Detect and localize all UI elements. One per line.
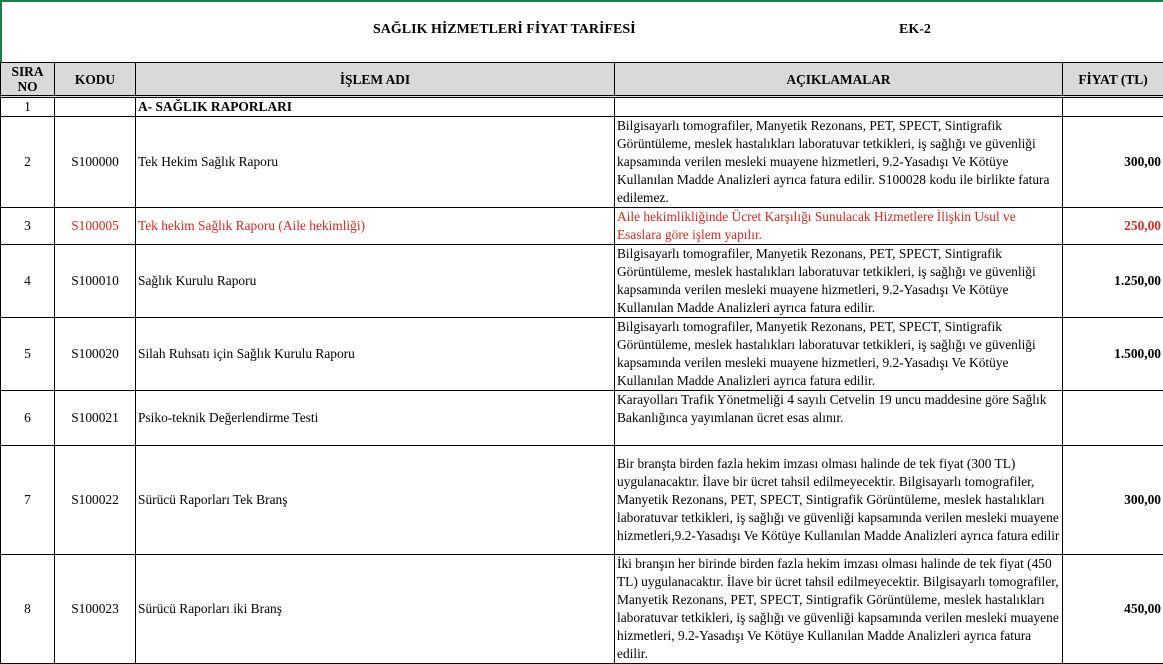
header-kodu[interactable]: KODU (55, 63, 136, 97)
cell-name[interactable]: Sürücü Raporları iki Branş (136, 555, 615, 664)
price-table (0, 62, 1163, 664)
cell-no[interactable]: 6 (1, 391, 55, 446)
cell-desc[interactable]: Bir branşta birden fazla hekim imzası olması halinde de tek fiyat (300 TL) uygulanacaktır. İlave bir ücret tahsil edilmeyecektir. Bilgisayarlı tomografiler, Manyetik Rezonans, PET, SPECT, Sintigrafik Görüntüleme, meslek hastalıkları laboratuvar tetkikleri, iş sağlığı ve güvenliği kapsamında verilen mesleki muayene hizmetleri,9.2-Yasadışı Ve Kötüye Kullanılan Madde Analizleri ayrıca fatura edilir (615, 446, 1063, 555)
cell-price[interactable]: 300,00 (1063, 117, 1163, 208)
cell-desc[interactable]: Karayolları Trafik Yönetmeliği 4 sayılı Cetvelin 19 uncu maddesine göre Sağlık Bakanlığınca yayımlanan ücret esas alınır. (615, 391, 1063, 446)
cell-price[interactable]: 300,00 (1063, 446, 1163, 555)
cell-price[interactable]: 1.250,00 (1063, 245, 1163, 318)
cell-code[interactable]: S100010 (55, 245, 136, 318)
cell-name[interactable]: Psiko-teknik Değerlendirme Testi (136, 391, 615, 446)
cell-desc[interactable]: Bilgisayarlı tomografiler, Manyetik Rezonans, PET, SPECT, Sintigrafik Görüntüleme, meslek hastalıkları laboratuvar tetkikleri, iş sağlığı ve güvenliği kapsamında verilen mesleki muayene hizmetleri, 9.2-Yasadışı Ve Kötüye Kullanılan Madde Analizleri ayrıca fatura edilir. (615, 245, 1063, 318)
cell-name[interactable]: A- SAĞLIK RAPORLARI (136, 97, 615, 117)
table-row (1, 97, 1163, 117)
document-title: SAĞLIK HİZMETLERİ FİYAT TARİFESİ (373, 22, 636, 38)
cell-desc[interactable]: İki branşın her birinde birden fazla hekim imzası olması halinde de tek fiyat (450 TL) uygulanacaktır. İlave bir ücret tahsil edilmeyecektir. Bilgisayarlı tomografiler, Manyetik Rezonans, PET, SPECT, Sintigrafik Görüntüleme, meslek hastalıkları laboratuvar tetkikleri, iş sağlığı ve güvenliği kapsamında verilen mesleki muayene hizmetleri, 9.2-Yasadışı Ve Kötüye Kullanılan Madde Analizleri ayrıca fatura edilir. (615, 555, 1063, 664)
cell-price[interactable] (1063, 391, 1163, 446)
table-row (1, 446, 1163, 555)
cell-no[interactable]: 5 (1, 318, 55, 391)
cell-name[interactable]: Tek Hekim Sağlık Raporu (136, 117, 615, 208)
sheet-top-border (0, 0, 1163, 2)
table-header-row (1, 63, 1163, 97)
cell-no[interactable]: 1 (1, 97, 55, 117)
cell-code[interactable] (55, 97, 136, 117)
cell-no[interactable]: 8 (1, 555, 55, 664)
cell-code[interactable]: S100005 (55, 208, 136, 245)
cell-no[interactable]: 4 (1, 245, 55, 318)
table-row (1, 117, 1163, 208)
cell-code[interactable]: S100023 (55, 555, 136, 664)
cell-desc[interactable] (615, 97, 1063, 117)
cell-code[interactable]: S100020 (55, 318, 136, 391)
cell-price[interactable]: 250,00 (1063, 208, 1163, 245)
table-row (1, 318, 1163, 391)
cell-code[interactable]: S100021 (55, 391, 136, 446)
cell-no[interactable]: 3 (1, 208, 55, 245)
header-aciklamalar[interactable]: AÇIKLAMALAR (615, 63, 1063, 97)
cell-name[interactable]: Tek hekim Sağlık Raporu (Aile hekimliği) (136, 208, 615, 245)
cell-desc[interactable]: Aile hekimlikliğinde Ücret Karşılığı Sunulacak Hizmetlere İlişkin Usul ve Esaslara göre işlem yapılır. (615, 208, 1063, 245)
cell-price[interactable]: 450,00 (1063, 555, 1163, 664)
annex-label: EK-2 (899, 22, 931, 38)
cell-price[interactable]: 1.500,00 (1063, 318, 1163, 391)
cell-name[interactable]: Sağlık Kurulu Raporu (136, 245, 615, 318)
header-sira-no[interactable]: SIRA NO (1, 63, 55, 97)
header-fiyat[interactable]: FİYAT (TL) (1063, 63, 1163, 97)
cell-name[interactable]: Silah Ruhsatı için Sağlık Kurulu Raporu (136, 318, 615, 391)
cell-code[interactable]: S100022 (55, 446, 136, 555)
document-header (0, 22, 1163, 42)
cell-price[interactable] (1063, 97, 1163, 117)
table-row (1, 555, 1163, 664)
cell-no[interactable]: 2 (1, 117, 55, 208)
cell-desc[interactable]: Bilgisayarlı tomografiler, Manyetik Rezonans, PET, SPECT, Sintigrafik Görüntüleme, meslek hastalıkları laboratuvar tetkikleri, iş sağlığı ve güvenliği kapsamında verilen mesleki muayene hizmetleri, 9.2-Yasadışı Ve Kötüye Kullanılan Madde Analizleri ayrıca fatura edilir. (615, 318, 1063, 391)
cell-no[interactable]: 7 (1, 446, 55, 555)
cell-name[interactable]: Sürücü Raporları Tek Branş (136, 446, 615, 555)
table-row (1, 208, 1163, 245)
header-islem-adi[interactable]: İŞLEM ADI (136, 63, 615, 97)
cell-desc[interactable]: Bilgisayarlı tomografiler, Manyetik Rezonans, PET, SPECT, Sintigrafik Görüntüleme, meslek hastalıkları laboratuvar tetkikleri, iş sağlığı ve güvenliği kapsamında verilen mesleki muayene hizmetleri, 9.2-Yasadışı Ve Kötüye Kullanılan Madde Analizleri ayrıca fatura edilir. S100028 kodu ile birlikte fatura edilemez. (615, 117, 1063, 208)
cell-code[interactable]: S100000 (55, 117, 136, 208)
table-row (1, 391, 1163, 446)
table-row (1, 245, 1163, 318)
